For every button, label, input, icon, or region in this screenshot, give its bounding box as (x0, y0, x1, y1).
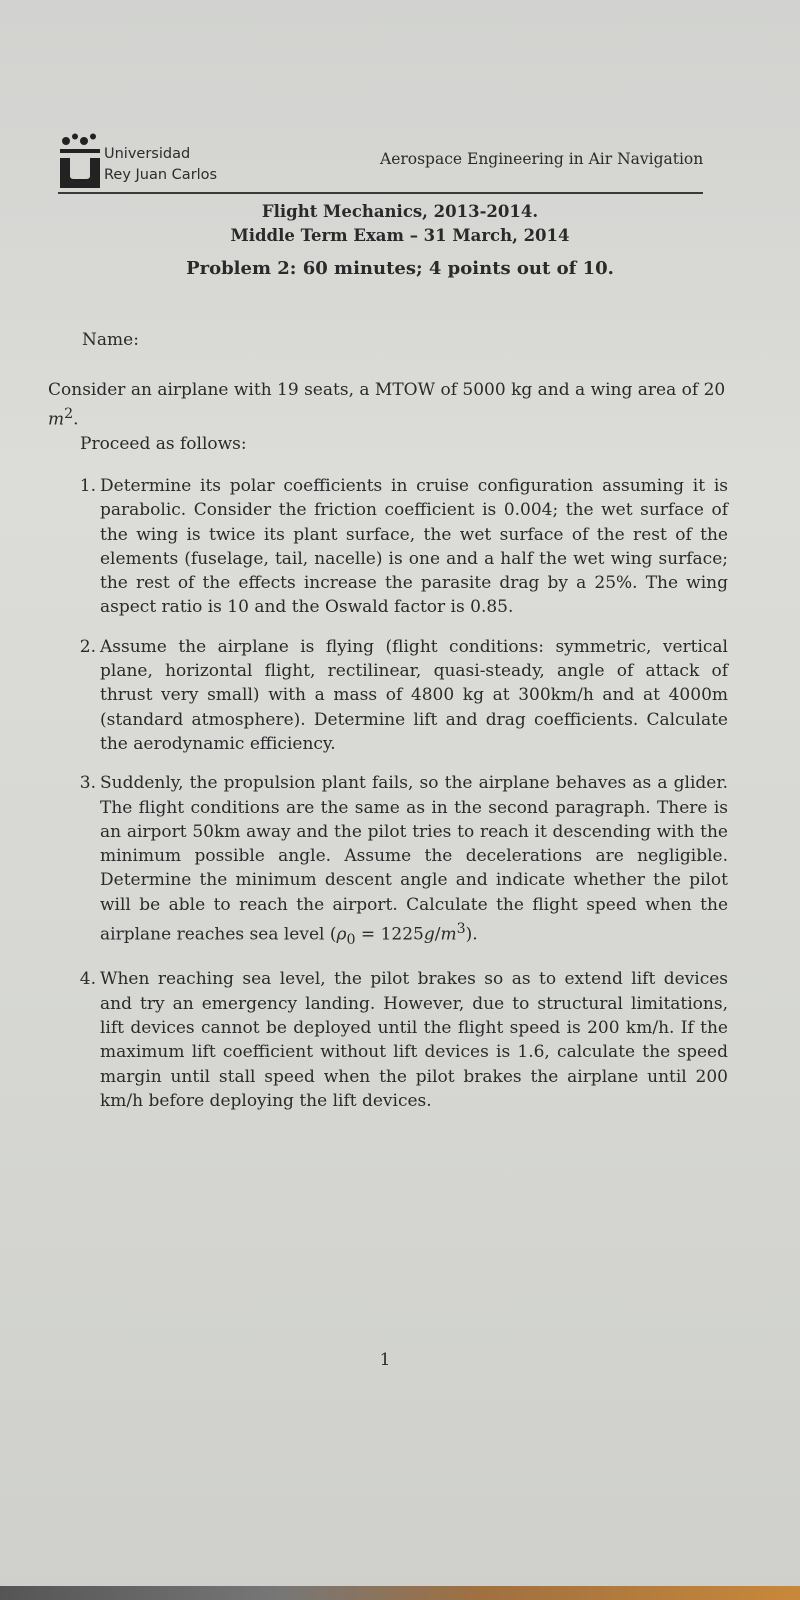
question-number: 1. (79, 476, 96, 496)
question-number: 3. (79, 773, 96, 794)
proceed-text: Proceed as follows: (80, 433, 247, 454)
question-item (48, 771, 728, 952)
university-name (104, 144, 217, 186)
university-line-1: Universidad (104, 146, 191, 162)
header-rule (58, 192, 703, 194)
question-text: Suddenly, the propulsion plant fails, so the airplane behaves as a glider. The flight conditions are the same as in the second paragraph. There is an airport 50km away and the pilot tries to reach it descending with the minimum possible angle. Assume the decelerations are negligible. Determine the minimum descent angle and indicate whether the pilot will be able to reach the airport. Calculate the flight speed when the airplane reaches sea level $(\rho_0 = 1225g/m^3)$. (100, 773, 728, 949)
question-text: When reaching sea level, the pilot brakes so as to extend lift devices and try an emergency landing. However, due to structural limitations, lift devices cannot be deployed until the flight speed is 200 km/h. If the maximum lift coefficient without lift devices is 1.6, calculate the speed margin until stall speed when the pilot brakes the airplane until 200 km/h before deploying the lift devices. (100, 969, 728, 1111)
question-item (48, 967, 728, 1113)
department-name: Aerospace Engineering in Air Navigation (380, 150, 704, 168)
question-item (48, 635, 728, 756)
course-title: Flight Mechanics, 2013-2014. (261, 202, 539, 221)
university-logo-icon (58, 132, 104, 188)
problem-title: Problem 2: 60 minutes; 4 points out of 10. (186, 258, 614, 279)
name-label: Name: (82, 330, 139, 350)
page-number: 1 (379, 1350, 391, 1370)
intro-paragraph (48, 378, 728, 456)
question-list (48, 474, 728, 1128)
university-line-2: Rey Juan Carlos (104, 167, 218, 183)
desk-edge (0, 1586, 800, 1600)
question-text: Determine its polar coefficients in cruise configuration assuming it is parabolic. Consider the friction coefficient is 0.004; the wet surface of the wing is twice its plant surface, the wet surface of the rest of the elements (fuselage, tail, nacelle) is one and a half the wet wing surface; the rest of the effects increase the parasite drag by a 25%. The wing aspect ratio is 10 and the Oswald factor is 0.85. (100, 476, 728, 618)
question-number: 4. (79, 969, 96, 990)
intro-sentence: Consider an airplane with 19 seats, a MTOW of 5000 kg and a wing area of 20 $m^2$. (48, 380, 726, 430)
question-text: Assume the airplane is flying (flight conditions: symmetric, vertical plane, horizontal flight, rectilinear, quasi-steady, angle of attack of thrust very small) with a mass of 4800 kg at 300km/h and at 4000m (standard atmosphere). Determine lift and drag coefficients. Calculate the aerodynamic efficiency. (100, 636, 728, 754)
exam-titles (0, 200, 800, 248)
exam-title: Middle Term Exam – 31 March, 2014 (230, 226, 570, 245)
question-item (48, 474, 728, 620)
question-number: 2. (79, 636, 96, 657)
